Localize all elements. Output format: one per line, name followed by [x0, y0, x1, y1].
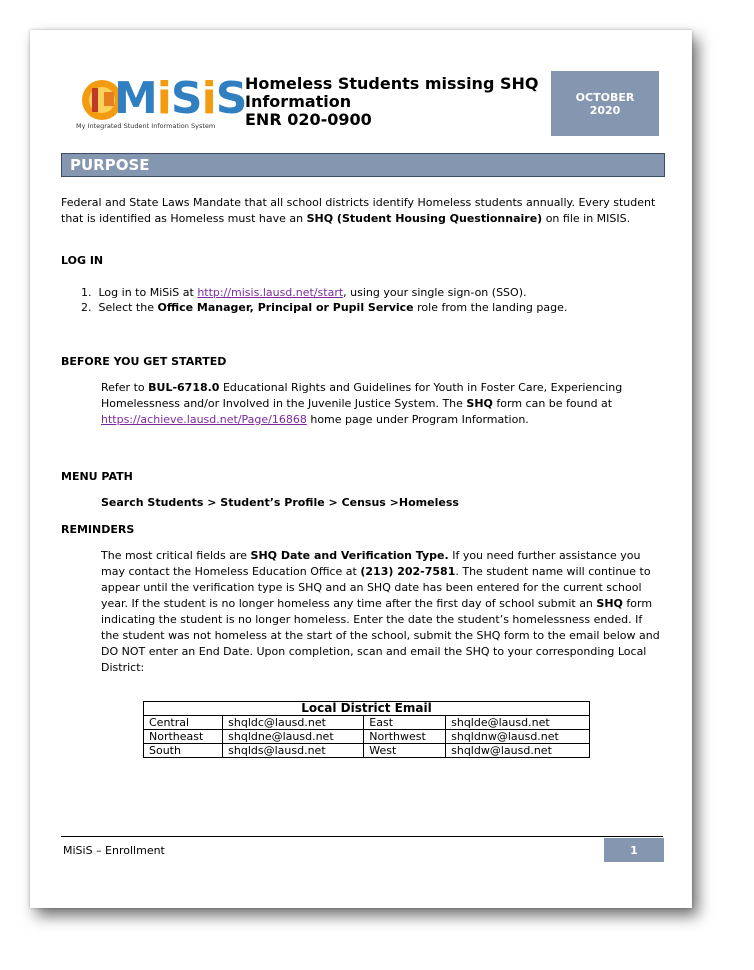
shq-label: SHQ: [466, 397, 493, 410]
step-1-number: 1.: [81, 286, 92, 299]
login-step-1: [81, 285, 651, 301]
purpose-text-a: Federal and State Laws Mandate that all school districts identify Homeless students annually. Every student that is identified as Homeless must have an: [61, 196, 656, 225]
shq-label: SHQ: [596, 597, 623, 610]
reminders-text-a: The most critical fields are: [101, 549, 251, 562]
purpose-text-bold: SHQ (Student Housing Questionnaire): [306, 212, 543, 225]
bulletin-number: BUL-6718.0: [148, 381, 220, 394]
page-number: 1: [604, 838, 664, 862]
reminders-text: [101, 548, 661, 676]
before-text-d: home page under Program Information.: [306, 413, 529, 426]
before-text-a: Refer to: [101, 381, 149, 394]
district-name: Northeast: [144, 730, 223, 744]
misis-logo: [76, 72, 247, 132]
document-title: [245, 75, 538, 129]
district-email: shqldnw@lausd.net: [446, 730, 590, 744]
before-text-b: Educational Rights and Guidelines for Youth in Foster Care, Experiencing Homelessness and/or Involved in the Juvenile Justice System. The: [101, 381, 623, 410]
step-2-number: 2.: [81, 301, 92, 314]
step-2-text-a: Select the: [98, 301, 158, 314]
district-email: shqlds@lausd.net: [223, 744, 364, 758]
menu-path: Search Students > Student’s Profile > Census >Homeless: [101, 496, 459, 509]
before-text: [101, 380, 649, 428]
document-page: [30, 30, 692, 908]
footer-divider: [61, 836, 663, 837]
critical-fields: SHQ Date and Verification Type.: [250, 549, 449, 562]
title-line-3: ENR 020-0900: [245, 110, 372, 129]
step-2-role-names: Office Manager, Principal or Pupil Service: [157, 301, 414, 314]
reminders-text-c: . The student name will continue to appear until the verification type is SHQ and an SHQ date has been entered for the current school year. If the student is no longer homeless any time after the first day of school submit an: [101, 565, 651, 610]
before-text-c: form can be found at: [492, 397, 613, 410]
district-name: Central: [144, 716, 223, 730]
title-line-2: Information: [245, 92, 352, 111]
login-step-2: [81, 300, 651, 316]
purpose-text: [61, 195, 661, 227]
step-1-text-a: Log in to MiSiS at: [98, 286, 198, 299]
logo-text: MiSiS: [114, 73, 247, 124]
district-email: shqldw@lausd.net: [446, 744, 590, 758]
purpose-text-b: on file in MISIS.: [542, 212, 631, 225]
misis-login-link[interactable]: http://misis.lausd.net/start: [197, 286, 344, 299]
step-1-text-b: , using your single sign-on (SSO).: [343, 286, 527, 299]
step-2-text-b: role from the landing page.: [413, 301, 568, 314]
logo-tagline: My Integrated Student Information System: [76, 122, 216, 130]
date-box: [551, 71, 659, 136]
table-row: [144, 716, 590, 730]
login-heading: LOG IN: [61, 254, 104, 267]
reminders-heading: REMINDERS: [61, 523, 135, 536]
achieve-page-link[interactable]: https://achieve.lausd.net/Page/16868: [101, 413, 307, 426]
date-year: 2020: [589, 103, 621, 117]
date-month: OCTOBER: [575, 90, 635, 104]
district-email: shqldc@lausd.net: [223, 716, 364, 730]
district-email: shqlde@lausd.net: [446, 716, 590, 730]
district-name: West: [364, 744, 446, 758]
purpose-section-bar: [61, 153, 665, 177]
phone-number: (213) 202-7581: [360, 565, 456, 578]
before-heading: BEFORE YOU GET STARTED: [61, 355, 227, 368]
reminders-text-d: form indicating the student is no longer homeless. Enter the date the student’s homelessness ended. If the student was not homeless at the start of the school, submit the SHQ form to the email below and DO NOT enter an End Date. Upon completion, scan and email the SHQ to your corresponding Local District:: [101, 597, 660, 674]
reminders-text-b: If you need further assistance you may contact the Homeless Education Office at: [101, 549, 641, 578]
footer-label: MiSiS – Enrollment: [63, 844, 165, 857]
district-name: East: [364, 716, 446, 730]
title-line-1: Homeless Students missing SHQ: [245, 74, 539, 93]
menu-heading: MENU PATH: [61, 470, 133, 483]
district-email: shqldne@lausd.net: [223, 730, 364, 744]
table-row: [144, 744, 590, 758]
district-name: Northwest: [364, 730, 446, 744]
table-title: Local District Email: [144, 702, 590, 716]
district-name: South: [144, 744, 223, 758]
table-row: [144, 730, 590, 744]
purpose-heading: PURPOSE: [70, 156, 150, 174]
local-district-email-table: [143, 701, 590, 758]
